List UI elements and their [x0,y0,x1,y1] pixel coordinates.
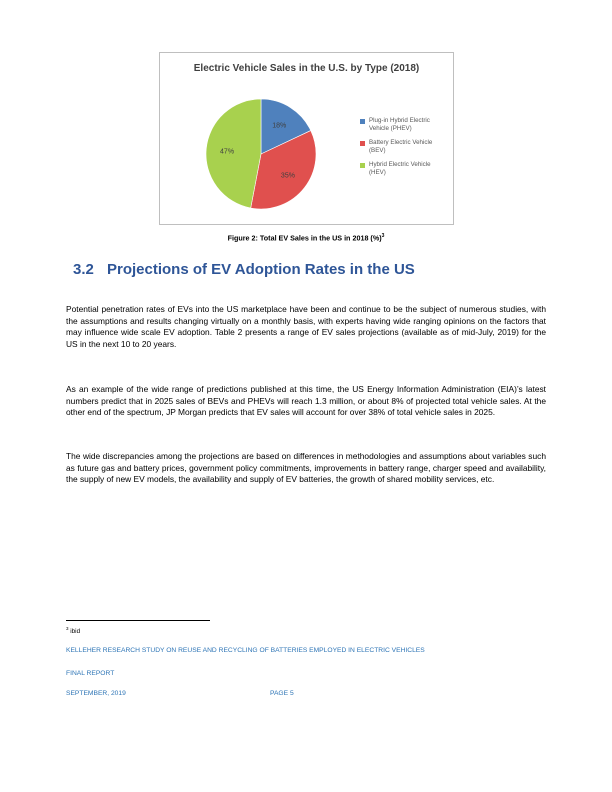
footnote-text: ibid [70,628,81,636]
legend-label-bev [369,139,432,155]
footer-report-type: FINAL REPORT [66,670,115,677]
pie-label-bev: 35% [280,172,295,180]
section-heading [73,261,415,278]
footer-study-title: KELLEHER RESEARCH STUDY ON REUSE AND RECYCLING OF BATTERIES EMPLOYED IN ELECTRIC VEHICLES [66,647,425,654]
legend-label-hev-line1: Hybrid Electric Vehicle [369,161,431,168]
legend-label-phev-line1: Plug-in Hybrid Electric [369,117,430,124]
pie-label-hev: 47% [220,148,235,156]
legend-label-hev-line2: (HEV) [369,169,386,176]
figure-caption [0,233,612,242]
pie-label-phev: 18% [272,122,287,130]
legend-label-hev [369,161,431,177]
legend-label-phev-line2: Vehicle (PHEV) [369,125,412,132]
legend-label-bev-line1: Battery Electric Vehicle [369,139,433,146]
footnote-divider [66,620,210,621]
legend-label-bev-line2: (BEV) [369,147,386,154]
paragraph-discrepancies: The wide discrepancies among the projections are based on differences in methodologies and assumptions about variables such as future gas and battery prices, government policy commitments, improvements in battery range, charger speed and availability, the supply of new EV models, the availability and supply of EV batteries, the growth of shared mobility services, etc. [66,451,546,485]
footnote-number: 3 [66,626,69,631]
footer-date: SEPTEMBER, 2019 [66,690,126,697]
figure-caption-footnote-ref: 3 [381,233,385,239]
chart-legend [360,117,452,183]
paragraph-predictions-example: As an example of the wide range of predictions published at this time, the US Energy Information Administration (EIA)’s latest numbers predict that in 2025 sales of BEVs and PHEVs will reach 1.3 million, or about 8% of projected total vehicle sales. At the other end of the spectrum, JP Morgan predicts that EV sales will account for over 38% of total vehicle sales in 2025. [66,384,546,418]
footer-page-number: PAGE 5 [270,690,294,697]
legend-swatch-hev [360,163,365,168]
chart-title: Electric Vehicle Sales in the U.S. by Type (2018) [193,63,420,74]
footnote [66,626,80,635]
section-number: 3.2 [73,261,94,278]
section-title: Projections of EV Adoption Rates in the US [107,261,415,278]
legend-swatch-bev [360,141,365,146]
figure-caption-text: Figure 2: Total EV Sales in the US in 2018 (%) [227,233,382,243]
legend-swatch-phev [360,119,365,124]
legend-item-phev [360,117,452,133]
paragraph-penetration-rates: Potential penetration rates of EVs into the US marketplace have been and continue to be the subject of numerous studies, with the assumptions and results changing virtually on a monthly basis, with experts having wide ranging opinions on the factors that may influence wide scale EV adoption. Table 2 presents a range of EV sales projections (available as of mid-July, 2019) for the US in the next 10 to 20 years. [66,304,546,349]
legend-label-phev [369,117,430,133]
legend-item-hev [360,161,452,177]
legend-item-bev [360,139,452,155]
pie-chart [159,52,454,225]
